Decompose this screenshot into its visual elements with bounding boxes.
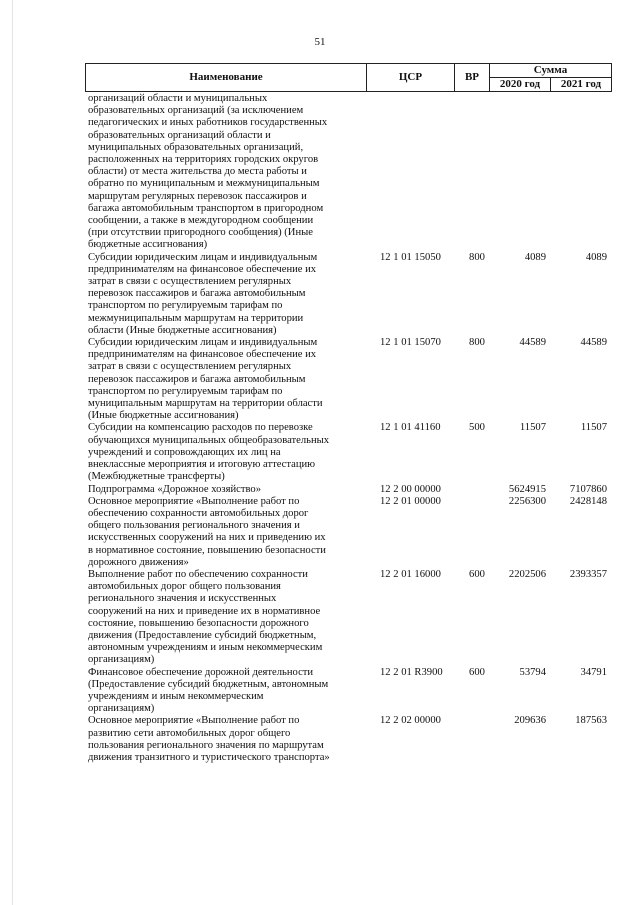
row-vr: 600 xyxy=(469,666,485,678)
header-year-2021: 2021 год xyxy=(551,78,612,92)
row-sum-2020: 209636 xyxy=(514,715,546,727)
header-sum: Сумма xyxy=(490,64,612,78)
row-csr: 12 2 00 00000 xyxy=(380,483,441,495)
row-sum-2020: 11507 xyxy=(519,422,546,434)
row-sum-2021: 2393357 xyxy=(569,568,607,580)
table-row xyxy=(0,252,640,337)
row-sum-2021: 2428148 xyxy=(569,495,607,507)
table-row xyxy=(0,93,640,252)
table-header xyxy=(85,63,612,92)
table-row xyxy=(0,667,640,716)
row-name: Финансовое обеспечение дорожной деятельности (Предоставление субсидий бюджетным, автономным учреждениям и иным некоммерческим организациям) xyxy=(88,666,329,715)
row-sum-2020: 4089 xyxy=(524,251,546,263)
row-sum-2021: 7107860 xyxy=(569,483,607,495)
header-vr: ВР xyxy=(455,64,490,92)
row-sum-2021: 44589 xyxy=(580,337,607,349)
table-row xyxy=(0,422,640,483)
table-row xyxy=(0,496,640,569)
header-csr: ЦСР xyxy=(367,64,455,92)
row-sum-2020: 44589 xyxy=(519,337,546,349)
row-sum-2020: 53794 xyxy=(519,666,546,678)
row-sum-2020: 2256300 xyxy=(508,495,546,507)
row-name: Субсидии юридическим лицам и индивидуальным предпринимателям на финансовое обеспечение их затрат в связи с осуществлением регулярных перевозок пассажиров и багажа автомобильным транспортом по регулируемым тарифам по муниципальным маршрутам на территории области (Иные бюджетные ассигнования) xyxy=(88,337,323,422)
row-sum-2021: 4089 xyxy=(585,251,607,263)
row-name: организаций области и муниципальных образовательных организаций (за исключением педагогических и иных работников государственных образовательных организаций области и муниципальных образовательных организаций, расположенных на территориях городских округов области) от места жительства до места работы и обратно по муниципальным и межмуниципальным маршрутам регулярных перевозок пассажиров и багажа автомобильным транспортом в пригородном сообщении, а также в междугородном сообщении (при отсутствии пригородного сообщения) (Иные бюджетные ассигнования) xyxy=(88,93,328,251)
table-row xyxy=(0,484,640,496)
row-sum-2020: 5624915 xyxy=(508,483,546,495)
row-sum-2021: 34791 xyxy=(580,666,607,678)
row-csr: 12 2 01 00000 xyxy=(380,495,441,507)
row-csr: 12 1 01 41160 xyxy=(380,422,441,434)
header-year-2020: 2020 год xyxy=(490,78,551,92)
row-csr: 12 1 01 15070 xyxy=(380,337,441,349)
page-number: 51 xyxy=(314,36,326,48)
row-sum-2020: 2202506 xyxy=(508,568,546,580)
row-sum-2021: 187563 xyxy=(575,715,607,727)
row-name: Субсидии юридическим лицам и индивидуальным предпринимателям на финансовое обеспечение их затрат в связи с осуществлением регулярных перевозок пассажиров и багажа автомобильным транспортом по регулируемым тарифам по межмуниципальным маршрутам на территории области (Иные бюджетные ассигнования) xyxy=(88,251,318,336)
row-csr: 12 2 02 00000 xyxy=(380,715,441,727)
row-csr: 12 2 01 R3900 xyxy=(380,666,443,678)
row-name: Основное мероприятие «Выполнение работ по развитию сети автомобильных дорог общего пользования регионального значения по маршрутам движения транзитного и туристического транспорта» xyxy=(88,715,330,763)
table-row xyxy=(0,337,640,422)
row-name: Субсидии на компенсацию расходов по перевозке обучающихся муниципальных общеобразовательных учреждений и сопровождающих их лиц на внеклассные мероприятия и итоговую аттестацию (Межбюджетные трансферты) xyxy=(88,422,330,483)
row-vr: 600 xyxy=(469,568,485,580)
row-vr: 800 xyxy=(469,337,485,349)
row-vr: 500 xyxy=(469,422,485,434)
row-csr: 12 2 01 16000 xyxy=(380,568,441,580)
row-sum-2021: 11507 xyxy=(580,422,607,434)
table-body xyxy=(0,93,640,764)
row-csr: 12 1 01 15050 xyxy=(380,251,441,263)
table-row xyxy=(0,569,640,667)
header-name: Наименование xyxy=(86,64,367,92)
table-row xyxy=(0,715,640,764)
row-name: Подпрограмма «Дорожное хозяйство» xyxy=(88,483,262,495)
row-name: Выполнение работ по обеспечению сохранности автомобильных дорог общего пользования регионального значения и искусственных сооружений на них и приведение их в нормативное состояние, повышению безопасности дорожного движения (Предоставление субсидий бюджетным, автономным учреждениям и иным некоммерческим организациям) xyxy=(88,568,323,666)
row-vr: 800 xyxy=(469,251,485,263)
row-name: Основное мероприятие «Выполнение работ по обеспечению сохранности автомобильных дорог общего пользования регионального значения и искусственных сооружений на них и приведению их в нормативное состояние, повышению безопасности дорожного движения» xyxy=(88,495,326,568)
